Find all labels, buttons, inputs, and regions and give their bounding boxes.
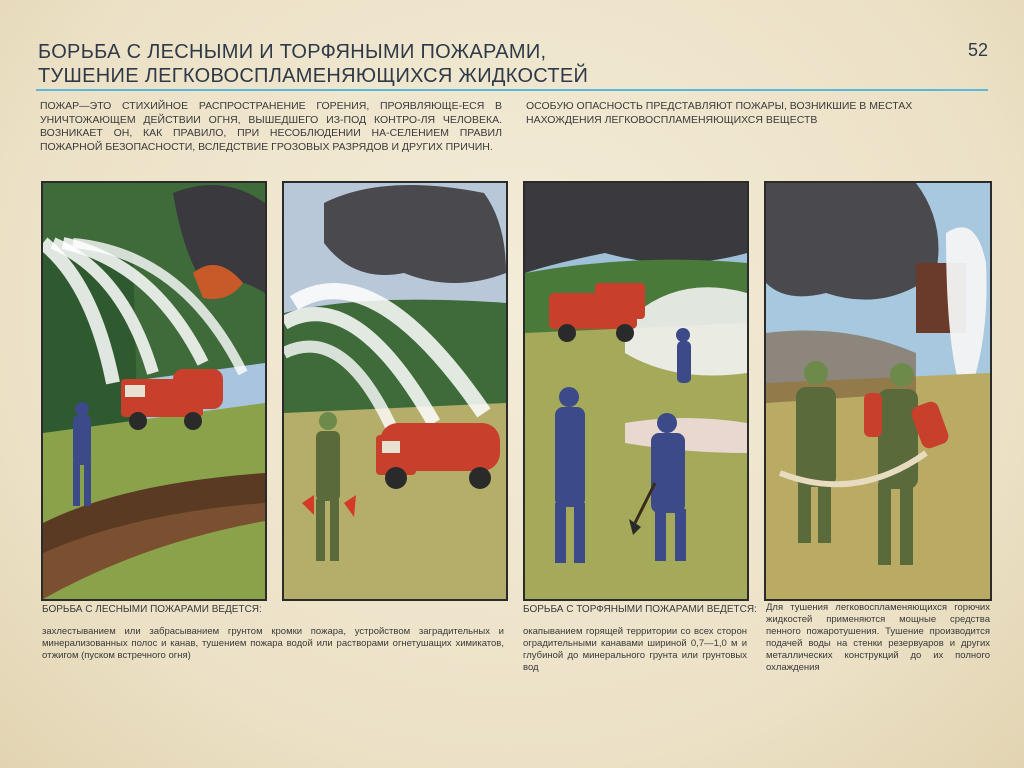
header-rule <box>36 89 988 91</box>
illustration-forest-water <box>41 181 267 601</box>
illustration-foam-extinguishing <box>764 181 992 601</box>
forest-caption-text: захлестыванием или забрасыванием грунтом кромки пожара, устройством заградительных и минерализованных полос и канав, тушением пожара водой или растворами огнетушащих химикатов, отжигом (пуском встречного огня) <box>42 626 504 661</box>
peat-caption-text: окапыванием горящей территории со всех сторон оградительными канавами шириной 0,7—1,0 м и глубиной до минерального грунта или грунтовых вод <box>523 626 747 673</box>
page-title <box>38 40 588 88</box>
intro-danger: ОСОБУЮ ОПАСНОСТЬ ПРЕДСТАВЛЯЮТ ПОЖАРЫ, ВОЗНИКШИЕ В МЕСТАХ НАХОЖДЕНИЯ ЛЕГКОВОСПЛАМЕНЯЮЩИХСЯ ВЕЩЕСТВ <box>526 100 913 126</box>
page-number: 52 <box>968 40 989 60</box>
liquids-caption-text: Для тушения легковоспламеняющихся горючих жидкостей применяются мощные средства пенного пожаротушения. Тушение производится подачей воды на стенки резервуаров и других металлических конструкций до их полного охлаждения <box>766 602 990 673</box>
illustration-peat-digging <box>523 181 749 601</box>
forest-caption-heading: БОРЬБА С ЛЕСНЫМИ ПОЖАРАМИ ВЕДЕТСЯ: <box>42 604 262 615</box>
title-line-2: ТУШЕНИЕ ЛЕГКОВОСПЛАМЕНЯЮЩИХСЯ ЖИДКОСТЕЙ <box>38 65 589 87</box>
title-line-1: БОРЬБА С ЛЕСНЫМИ И ТОРФЯНЫМИ ПОЖАРАМИ, <box>38 41 547 63</box>
peat-caption-heading: БОРЬБА С ТОРФЯНЫМИ ПОЖАРАМИ ВЕДЕТСЯ: <box>523 604 757 615</box>
intro-definition: ПОЖАР—ЭТО СТИХИЙНОЕ РАСПРОСТРАНЕНИЕ ГОРЕНИЯ, ПРОЯВЛЯЮЩЕ-ЕСЯ В УНИЧТОЖАЮЩЕМ ДЕЙСТВИИ ОГНЯ, ВЫШЕДШЕГО ИЗ-ПОД КОНТРО-ЛЯ ЧЕЛОВЕКА. ВОЗНИКАЕТ ОН, КАК ПРАВИЛО, ПРИ НЕСОБЛЮДЕНИИ НА-СЕЛЕНИЕМ ПРАВИЛ ПОЖАРНОЙ БЕЗОПАСНОСТИ, ВСЛЕДСТВИЕ ГРОЗОВЫХ РАЗРЯДОВ И ДРУГИХ ПРИЧИН. <box>40 100 502 153</box>
illustration-truck-signaller <box>282 181 508 601</box>
